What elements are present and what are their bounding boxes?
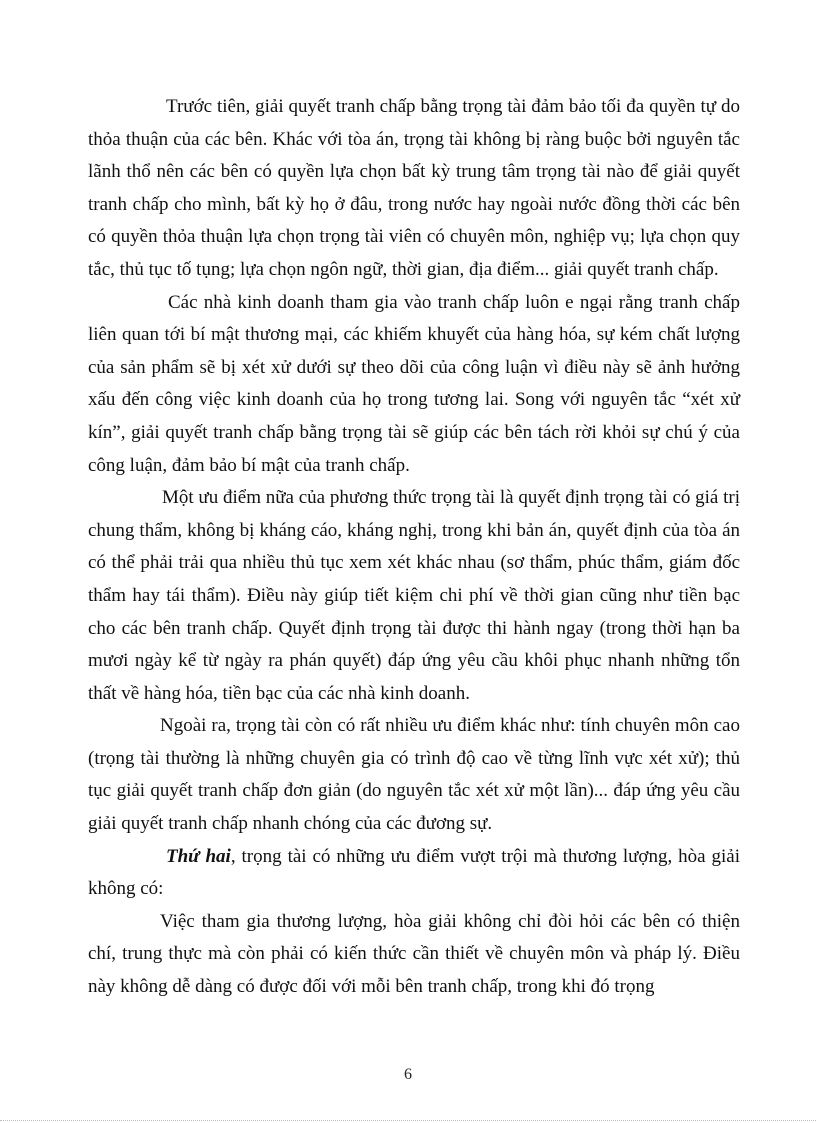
- paragraph-3-text: Một ưu điểm nữa của phương thức trọng tài là quyết định trọng tài có giá trị chung thẩm, không bị kháng cáo, kháng nghị, trong khi bản án, quyết định của tòa án có thể phải trải qua nhiều thủ tục xem xét khác nhau (sơ thẩm, phúc thẩm, giám đốc thẩm hay tái thẩm). Điều này giúp tiết kiệm chi phí về thời gian cũng như tiền bạc cho các bên tranh chấp. Quyết định trọng tài được thi hành ngay (trong thời hạn ba mươi ngày kể từ ngày ra phán quyết) đáp ứng yêu cầu khôi phục nhanh những tổn thất về hàng hóa, tiền bạc của các nhà kinh doanh.: [88, 487, 740, 704]
- paragraph-1: [88, 91, 740, 287]
- paragraph-5-lead: Thứ hai: [166, 845, 231, 867]
- paragraph-5-text: , trọng tài có những ưu điểm vượt trội mà thương lượng, hòa giải không có:: [88, 845, 740, 900]
- paragraph-2-text: Các nhà kinh doanh tham gia vào tranh chấp luôn e ngại rằng tranh chấp liên quan tới bí mật thương mại, các khiếm khuyết của hàng hóa, sự kém chất lượng của sản phẩm sẽ bị xét xử dưới sự theo dõi của công luận vì điều này sẽ ảnh hưởng xấu đến công việc kinh doanh của họ trong tương lai. Song với nguyên tắc “xét xử kín”, giải quyết tranh chấp bằng trọng tài sẽ giúp các bên tách rời khỏi sự chú ý của công luận, đảm bảo bí mật của tranh chấp.: [88, 291, 740, 476]
- paragraph-3: [88, 482, 740, 710]
- paragraph-5: [88, 841, 740, 906]
- paragraph-6-text: Việc tham gia thương lượng, hòa giải không chỉ đòi hỏi các bên có thiện chí, trung thực mà còn phải có kiến thức cần thiết về chuyên môn và pháp lý. Điều này không dễ dàng có được đối với mỗi bên tranh chấp, trong khi đó trọng: [88, 910, 740, 998]
- paragraph-2: [88, 287, 740, 483]
- paragraph-4: [88, 710, 740, 840]
- document-body: [88, 91, 740, 1004]
- paragraph-1-text: Trước tiên, giải quyết tranh chấp bằng trọng tài đảm bảo tối đa quyền tự do thỏa thuận của các bên. Khác với tòa án, trọng tài không bị ràng buộc bởi nguyên tắc lãnh thổ nên các bên có quyền lựa chọn bất kỳ trung tâm trọng tài nào để giải quyết tranh chấp cho mình, bất kỳ họ ở đâu, trong nước hay ngoài nước đồng thời các bên có quyền thỏa thuận lựa chọn trọng tài viên có chuyên môn, nghiệp vụ; lựa chọn quy tắc, thủ tục tố tụng; lựa chọn ngôn ngữ, thời gian, địa điểm... giải quyết tranh chấp.: [88, 96, 740, 280]
- paragraph-4-text: Ngoài ra, trọng tài còn có rất nhiều ưu điểm khác như: tính chuyên môn cao (trọng tài thường là những chuyên gia có trình độ cao về từng lĩnh vực xét xử); thủ tục giải quyết tranh chấp đơn giản (do nguyên tắc xét xử một lần)... đáp ứng yêu cầu giải quyết tranh chấp nhanh chóng của các đương sự.: [88, 715, 740, 835]
- footer-divider: [0, 1120, 816, 1121]
- paragraph-6: [88, 906, 740, 1004]
- page-number: 6: [404, 1066, 412, 1083]
